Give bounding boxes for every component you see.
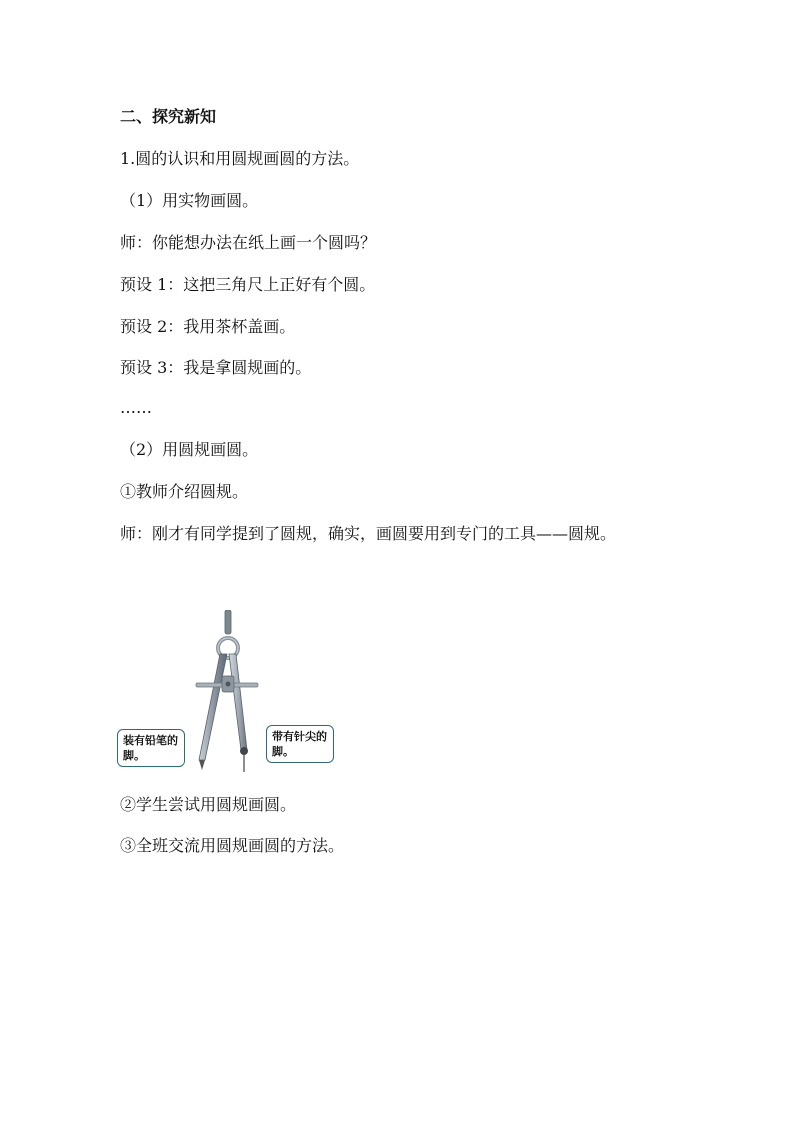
pencil-leg-callout — [117, 729, 185, 767]
text-line-7: （2）用圆规画圆。 — [120, 440, 259, 459]
text-line-1: 1.圆的认识和用圆规画圆的方法。 — [120, 149, 360, 168]
ellipsis-line: …… — [120, 398, 152, 417]
text-line-5: 预设 2：我用茶杯盖画。 — [120, 317, 296, 336]
needle-leg-callout — [266, 725, 334, 763]
text-line-6: 预设 3：我是拿圆规画的。 — [120, 358, 312, 377]
text-line-3: 师：你能想办法在纸上画一个圆吗？ — [120, 233, 377, 252]
text-line-10: ③全班交流用圆规画圆的方法。 — [120, 836, 345, 855]
pencil-leg-label: 装有铅笔的脚。 — [123, 734, 178, 762]
compass-illustration — [180, 610, 280, 775]
text-line-9: ②学生尝试用圆规画圆。 — [120, 795, 297, 814]
text-line-8: ①教师介绍圆规。 — [120, 482, 249, 501]
teacher-paragraph: 师：刚才有同学提到了圆规，确实，画圆要用到专门的工具——圆规。 — [120, 524, 617, 543]
needle-leg-label: 带有针尖的脚。 — [272, 730, 327, 758]
text-line-4: 预设 1：这把三角尺上正好有个圆。 — [120, 275, 376, 294]
text-line-2: （1）用实物画圆。 — [120, 191, 259, 210]
section-heading: 二、探究新知 — [120, 107, 217, 126]
